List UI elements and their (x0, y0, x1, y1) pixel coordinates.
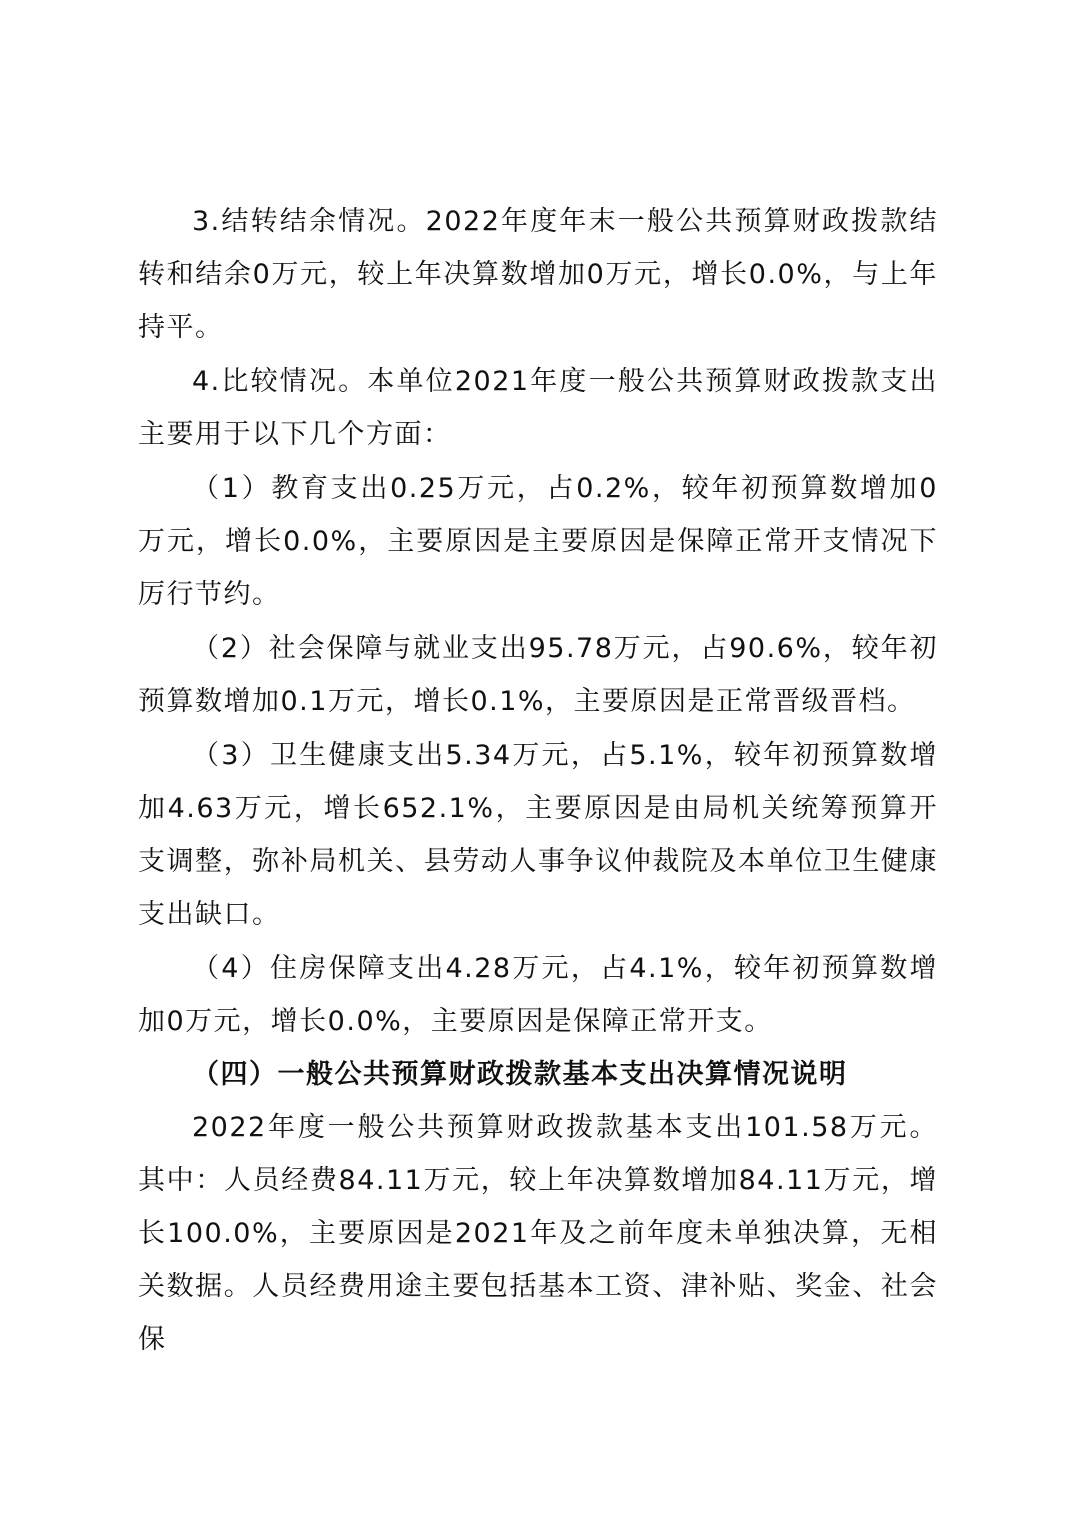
document-page (138, 195, 938, 1366)
paragraph-carryover-balance: 3.结转结余情况。2022年度年末一般公共预算财政拨款结转和结余0万元，较上年决算数增加0万元，增长0.0%，与上年持平。 (138, 206, 938, 343)
paragraph-comparison-intro: 4.比较情况。本单位2021年度一般公共预算财政拨款支出主要用于以下几个方面： (138, 366, 938, 450)
paragraph-health-expense: （3）卫生健康支出5.34万元，占5.1%，较年初预算数增加4.63万元，增长652.1%，主要原因是由局机关统筹预算开支调整，弥补局机关、县劳动人事争议仲裁院及本单位卫生健康支出缺口。 (138, 740, 938, 930)
paragraph-basic-expenditure: 2022年度一般公共预算财政拨款基本支出101.58万元。其中：人员经费84.11万元，较上年决算数增加84.11万元，增长100.0%，主要原因是2021年及之前年度未单独决算，无相关数据。人员经费用途主要包括基本工资、津补贴、奖金、社会保 (138, 1112, 938, 1355)
section-heading: （四）一般公共预算财政拨款基本支出决算情况说明 (192, 1059, 848, 1090)
paragraph-housing-expense: （4）住房保障支出4.28万元，占4.1%，较年初预算数增加0万元，增长0.0%，主要原因是保障正常开支。 (138, 953, 938, 1037)
paragraph-education-expense: （1）教育支出0.25万元，占0.2%，较年初预算数增加0万元，增长0.0%，主要原因是主要原因是保障正常开支情况下厉行节约。 (138, 473, 938, 610)
paragraph-social-security-expense: （2）社会保障与就业支出95.78万元，占90.6%，较年初预算数增加0.1万元，增长0.1%，主要原因是正常晋级晋档。 (138, 633, 938, 717)
